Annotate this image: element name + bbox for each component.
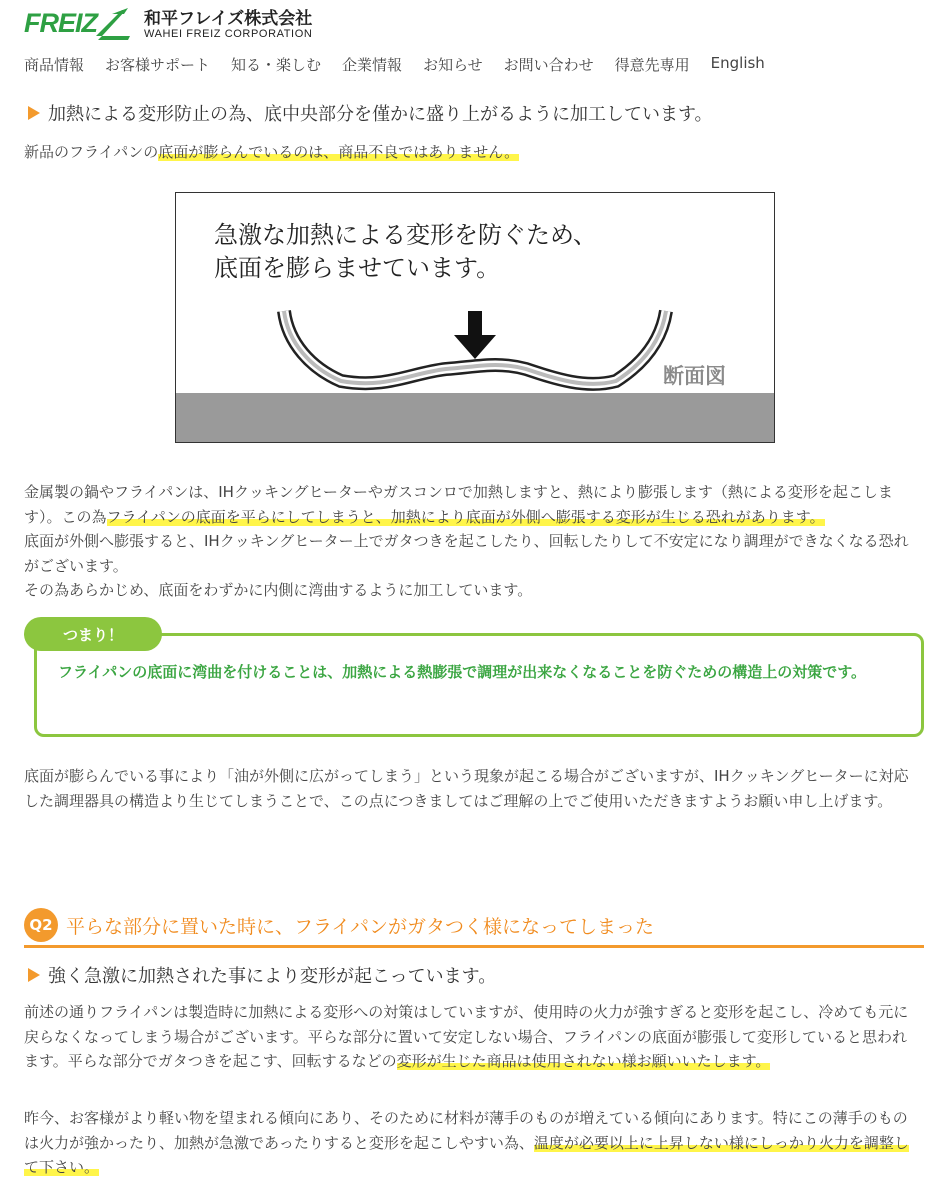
q2-answer-heading	[28, 962, 496, 988]
nav-news[interactable]: お知らせ	[423, 56, 483, 74]
triangle-bullet-icon	[28, 106, 40, 120]
logo-wordmark: FREIZ	[24, 8, 97, 38]
q2-paragraph-1	[24, 1000, 922, 1074]
q2-badge: Q2	[24, 908, 58, 942]
stovetop-surface	[176, 393, 774, 442]
intro-text: 新品のフライパンの	[24, 143, 159, 161]
summary-tab: つまり！	[24, 617, 162, 651]
company-name	[144, 10, 312, 40]
diagram-label: 断面図	[663, 364, 726, 388]
global-nav	[24, 54, 786, 75]
intro-paragraph	[24, 140, 922, 165]
company-name-en: WAHEI FREIZ CORPORATION	[144, 28, 313, 40]
explanation-text-2: 底面が外側へ膨張すると、IHクッキングヒーター上でガタつきを起こしたり、回転したりして不安定になり調理ができなくなる恐れがございます。	[24, 532, 909, 575]
nav-company[interactable]: 企業情報	[342, 56, 403, 74]
nav-contact[interactable]: お問い合わせ	[503, 56, 594, 74]
explanation-text-3: その為あらかじめ、底面をわずかに内側に湾曲するように加工しています。	[24, 581, 533, 599]
answer-heading-text: 加熱による変形防止の為、底中央部分を僅かに盛り上がるように加工しています。	[48, 104, 713, 125]
nav-dealers[interactable]: 得意先専用	[614, 56, 690, 74]
pan-cross-section-illustration	[176, 193, 774, 442]
header-logo[interactable]	[24, 6, 312, 42]
diagram-caption-line2: 底面を膨らませています。	[214, 254, 501, 282]
freiz-logo[interactable]	[24, 6, 132, 42]
nav-support[interactable]: お客様サポート	[105, 56, 211, 74]
q2-title: 平らな部分に置いた時に、フライパンがガタつく様になってしまった	[66, 915, 655, 938]
down-arrow-icon	[454, 311, 496, 359]
q2-answer-heading-text: 強く急激に加熱された事により変形が起こっています。	[48, 966, 497, 987]
triangle-bullet-icon	[28, 968, 40, 982]
oil-spread-paragraph: 底面が膨らんでいる事により「油が外側に広がってしまう」という現象が起こる場合がございますが、IHクッキングヒーターに対応した調理器具の構造より生じてしまうことで、この点につきましてはご理解の上でご使用いただきますようお願い申し上げます。	[24, 767, 909, 810]
nav-english[interactable]: English	[710, 54, 765, 72]
q2-p1-highlight: 変形が生じた商品は使用されない様お願いいたします。	[396, 1052, 771, 1070]
explanation-paragraph	[24, 480, 922, 603]
cross-section-diagram	[175, 192, 775, 443]
summary-box	[34, 633, 924, 737]
faq-question-q2	[24, 905, 924, 948]
explanation-highlight: フライパンの底面を平らにしてしまうと、加熱により底面が外側へ膨張する変形が生じる恐れがあります。	[106, 507, 825, 526]
nav-products[interactable]: 商品情報	[24, 56, 85, 74]
diagram-caption-line1: 急激な加熱による変形を防ぐため、	[214, 221, 598, 249]
explanation-text-1: 金属製の鍋やフライパンは、IHクッキングヒーターやガスコンロで加熱しますと、熱により膨張します（熱による変形を起こします）。この為	[24, 483, 893, 526]
logo-swoosh-icon	[92, 6, 132, 40]
q2-p2-text: 昨今、お客様がより軽い物を望まれる傾向にあり、そのために材料が薄手のものが増えている傾向にあります。特にこの薄手のものは火力が強かったり、加熱が急激であったりすると変形を起こしやすい為、	[24, 1109, 908, 1152]
q2-paragraph-2	[24, 1106, 922, 1180]
summary-text: フライパンの底面に湾曲を付けることは、加熱による熱膨張で調理が出来なくなることを防ぐための構造上の対策です。	[58, 663, 867, 681]
intro-highlight: 底面が膨らんでいるのは、商品不良ではありません。	[158, 143, 520, 161]
q2-p1-text: 前述の通りフライパンは製造時に加熱による変形への対策はしていますが、使用時の火力が強すぎると変形を起こし、冷めても元に戻らなくなってしまう場合がございます。平らな部分に置いて安定しない場合、フライパンの底面が膨張して変形していると思われます。平らな部分でガタつきを起こす、回転するなどの	[24, 1003, 909, 1070]
company-name-jp: 和平フレイズ株式会社	[144, 9, 313, 29]
answer-heading	[28, 100, 713, 126]
nav-learn-enjoy[interactable]: 知る・楽しむ	[231, 56, 322, 74]
q2-p2-highlight: 温度が必要以上に上昇しない様にしっかり火力を調整して下さい。	[24, 1133, 909, 1176]
